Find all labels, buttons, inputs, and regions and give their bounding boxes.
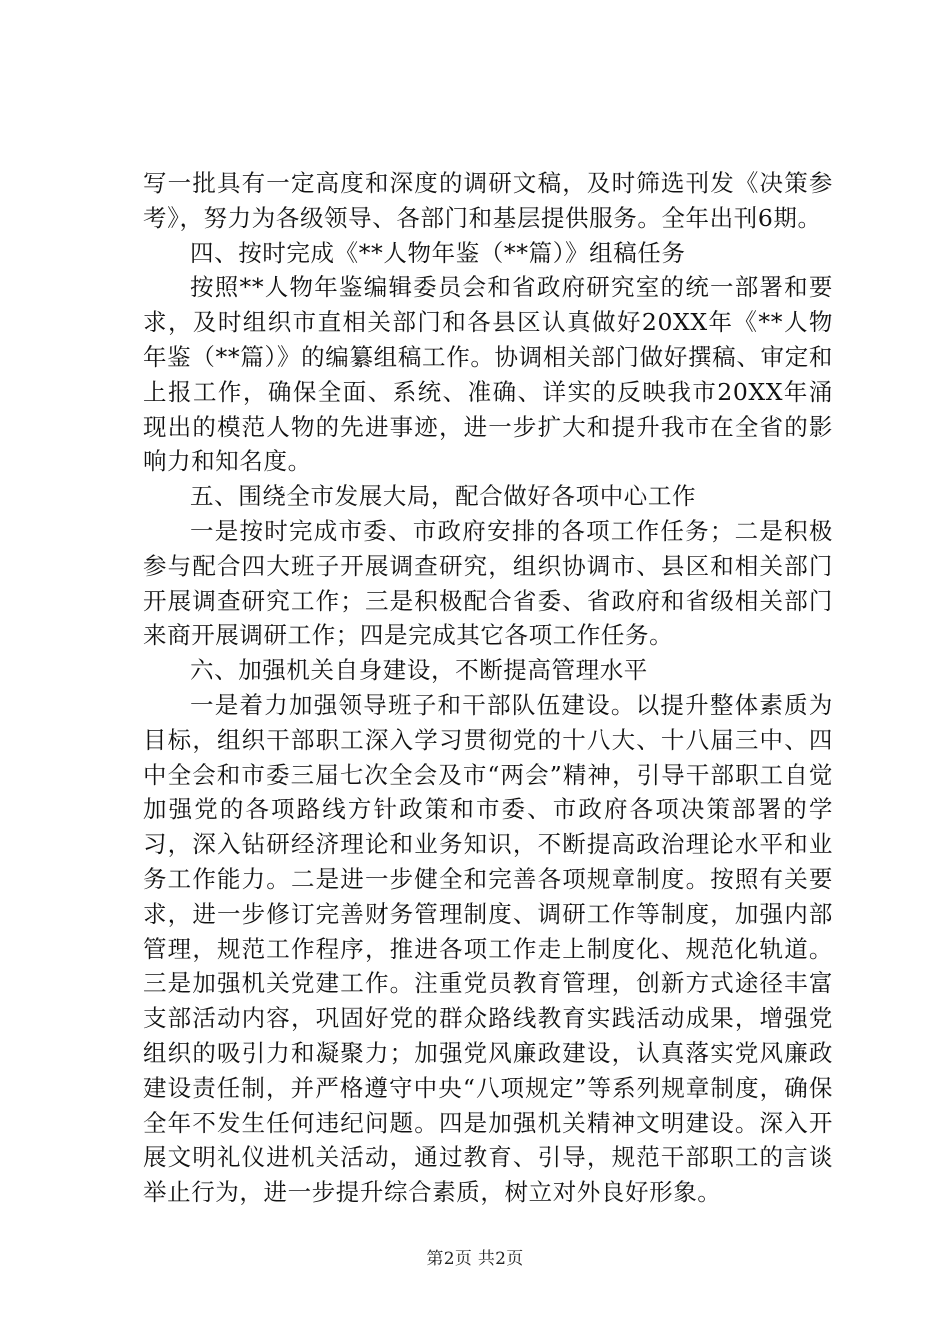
continuation-paragraph: 写一批具有一定高度和深度的调研文稿，及时筛选刊发《决策参考》，努力为各级领导、各部门和基层提供服务。全年出刊6期。: [143, 169, 833, 232]
section-heading-6: 六、加强机关自身建设，不断提高管理水平: [190, 656, 648, 685]
body-paragraph: 一是着力加强领导班子和干部队伍建设。以提升整体素质为目标，组织干部职工深入学习贯彻党的十八大、十八届三中、四中全会和市委三届七次全会及市“两会”精神，引导干部职工自觉加强党的各项路线方针政策和市委、市政府各项决策部署的学习，深入钻研经济理论和业务知识，不断提高政治理论水平和业务工作能力。二是进一步健全和完善各项规章制度。按照有关要求，进一步修订完善财务管理制度、调研工作等制度，加强内部管理，规范工作程序，推进各项工作走上制度化、规范化轨道。三是加强机关党建工作。注重党员教育管理，创新方式途径丰富支部活动内容，巩固好党的群众路线教育实践活动成果，增强党组织的吸引力和凝聚力；加强党风廉政建设，认真落实党风廉政建设责任制，并严格遵守中央“八项规定”等系列规章制度，确保全年不发生任何违纪问题。四是加强机关精神文明建设。深入开展文明礼仪进机关活动，通过教育、引导，规范干部职工的言谈举止行为，进一步提升综合素质，树立对外良好形象。: [143, 690, 833, 1207]
document-body: [143, 166, 833, 1210]
body-paragraph: 一是按时完成市委、市政府安排的各项工作任务；二是积极参与配合四大班子开展调查研究，组织协调市、县区和相关部门开展调查研究工作；三是积极配合省委、省政府和省级相关部门来商开展调研工作；四是完成其它各项工作任务。: [143, 516, 833, 650]
page-footer: 第2页 共2页: [426, 1249, 524, 1269]
body-paragraph: 按照**人物年鉴编辑委员会和省政府研究室的统一部署和要求，及时组织市直相关部门和各县区认真做好20XX年《**人物年鉴（**篇）》的编纂组稿工作。协调相关部门做好撰稿、审定和上报工作，确保全面、系统、准确、详实的反映我市20XX年涌现出的模范人物的先进事迹，进一步扩大和提升我市在全省的影响力和知名度。: [143, 273, 833, 476]
section-heading-4: 四、按时完成《**人物年鉴（**篇）》组稿任务: [190, 238, 686, 267]
section-heading-5: 五、围绕全市发展大局，配合做好各项中心工作: [190, 482, 697, 511]
